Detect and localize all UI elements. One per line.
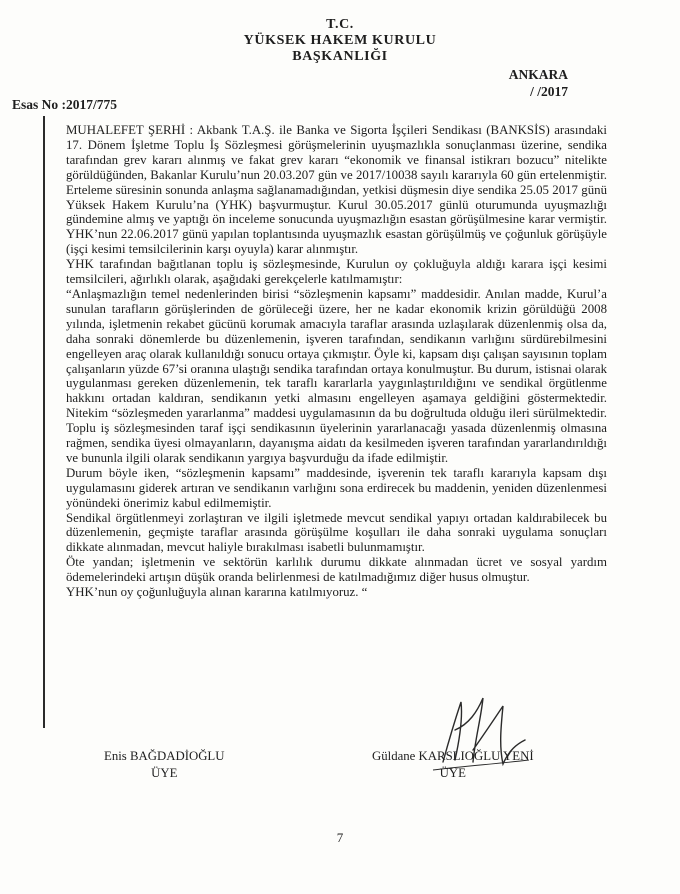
paragraph-wages: Öte yandan; işletmenin ve sektörün karlılık durumu dikkate alınmadan ücret ve sosyal yardım ödemelerindeki artışın düşük oranda belirlenmesi de katılmadığımız diğer husus olmuştur. [66,555,607,585]
paragraph-organization: Sendikal örgütlenmeyi zorlaştıran ve ilgili işletmede mevcut sendikal yapıyı ortadan kaldırabilecek bu düzenlemenin, geçmişte taraflar arasında görüşülme koşulları ile daha sonraki uygulama sonuçları dikkate alınmadan, mevcut haliyle bırakılması isabetli bulunmamıştır. [66,510,607,555]
signatory-role: ÜYE [151,766,178,780]
dissent-body [66,123,607,600]
case-number: Esas No :2017/775 [12,97,118,112]
location-date-block [509,66,568,100]
margin-line [43,116,45,728]
signatory-name: Enis BAĞDADİOĞLU [104,749,225,763]
paragraph-proposal-rejected: Durum böyle iken, “sözleşmenin kapsamı” maddesinde, işverenin tek taraflı kararıyla kapsam dışı uygulamasını giderek artıran ve sendikanın varlığını sona erdirecek bu maddenin, yeniden düzenlenmesi yönündeki önerimiz kabul edilmemiştir. [66,465,607,510]
paragraph-scope-clause: “Anlaşmazlığın temel nedenlerinden birisi “sözleşmenin kapsamı” maddesidir. Anılan madde, Kurul’a sunulan tarafların görüşlerinden de görüleceği üzere, her ne kadar ekonomik krizin görüldüğü 2008 yılında, işletmenin rekabet gücünü korumak amacıyla taraflar arasında uzlaşılarak düzenlenmiş olsa da, daha sonraki dönemlerde bu düzenlemenin, işveren tarafından, sendikanın varlığını sürdürebilmesini engelleyen araç olarak kullanıldığı sonucu ortaya çıkmıştır. Öyle ki, kapsam dışı çalışan sayısının toplam çalışanların yüzde 67’si oranına ulaştığı sendika tarafından ortaya konulmuştur. Bu durum, istisnai olarak uygulanması gereken düzenlemenin, tek taraflı kararlarla yaygınlaştırıldığını ve sendikal örgütlenme hakkını ortadan kaldıran, sendikanın yetki almasını engelleyen aşamaya geldiğini göstermektedir. Nitekim “sözleşmeden yararlanma” maddesi uygulamasının da bu doğrultuda olduğu ileri sürülmektedir. Toplu iş sözleşmesinden taraf işçi sendikasının üyelerinin yararlanacağı yasada düzenlenmiş olmasına rağmen, sendika üyesi olmayanların, dayanışma aidatı da kesilmeden işveren tarafından yararlandırıldığı ve bununla ilgili olarak sendikanın yargıya başvurduğu da ifade edilmiştir. [66,286,607,465]
document-header [0,17,680,65]
paragraph-conclusion: YHK’nun oy çoğunluğuyla alınan kararına katılmıyoruz. “ [66,585,368,600]
date: / /2017 [530,84,568,99]
signatory-name: Güldane KARSLIOĞLU YENİ [372,749,534,763]
header-institution: YÜKSEK HAKEM KURULU [243,33,437,48]
city: ANKARA [508,67,568,82]
paragraph-intro: MUHALEFET ŞERHİ : Akbank T.A.Ş. ile Banka ve Sigorta İşçileri Sendikası (BANKSİS) arasındaki 17. Dönem İşletme Toplu İş Sözleşmesi görüşmelerinin uyuşmazlıkla sonuçlanması üzerine, sendika tarafından grev kararı alınmış ve fakat grev kararı “ekonomik ve finansal istikrarı bozucu” nitelikte görüldüğünden, Bakanlar Kurulu’nun 20.03.207 gün ve 2017/10038 sayılı kararıyla 60 gün ertelenmiştir. Erteleme süresinin sonunda anlaşma sağlanamadığından, yetkisi düşmesin diye sendika 25.05 2017 günü Yüksek Hakem Kurulu’na (YHK) başvurmuştur. Kurul 30.05.2017 günlü oturumunda uyuşmazlığı gündemine almış ve yaptığı ön inceleme sonucunda uyuşmazlığın esastan görüşülmesine karar vermiştir. YHK’nun 22.06.2017 günü yapılan toplantısında uyuşmazlık esastan görüşülmüş ve çoğunluk görüşüyle (işçi kesimi temsilcilerinin karşı oyuyla) karar alınmıştır. [66,123,607,257]
header-tc: T.C. [326,17,354,32]
paragraph-dissent-statement: YHK tarafından bağıtlanan toplu iş sözleşmesinde, Kurulun oy çokluğuyla aldığı karara işçi kesimi temsilcileri, ağırlıklı olarak, aşağıdaki gerekçelerle katılmamıştır: [66,257,607,287]
signatory-left [104,748,225,782]
signatory-right [372,748,534,782]
page-number: 7 [336,830,344,845]
signatory-role: ÜYE [439,766,466,780]
header-office: BAŞKANLIĞI [292,49,388,64]
